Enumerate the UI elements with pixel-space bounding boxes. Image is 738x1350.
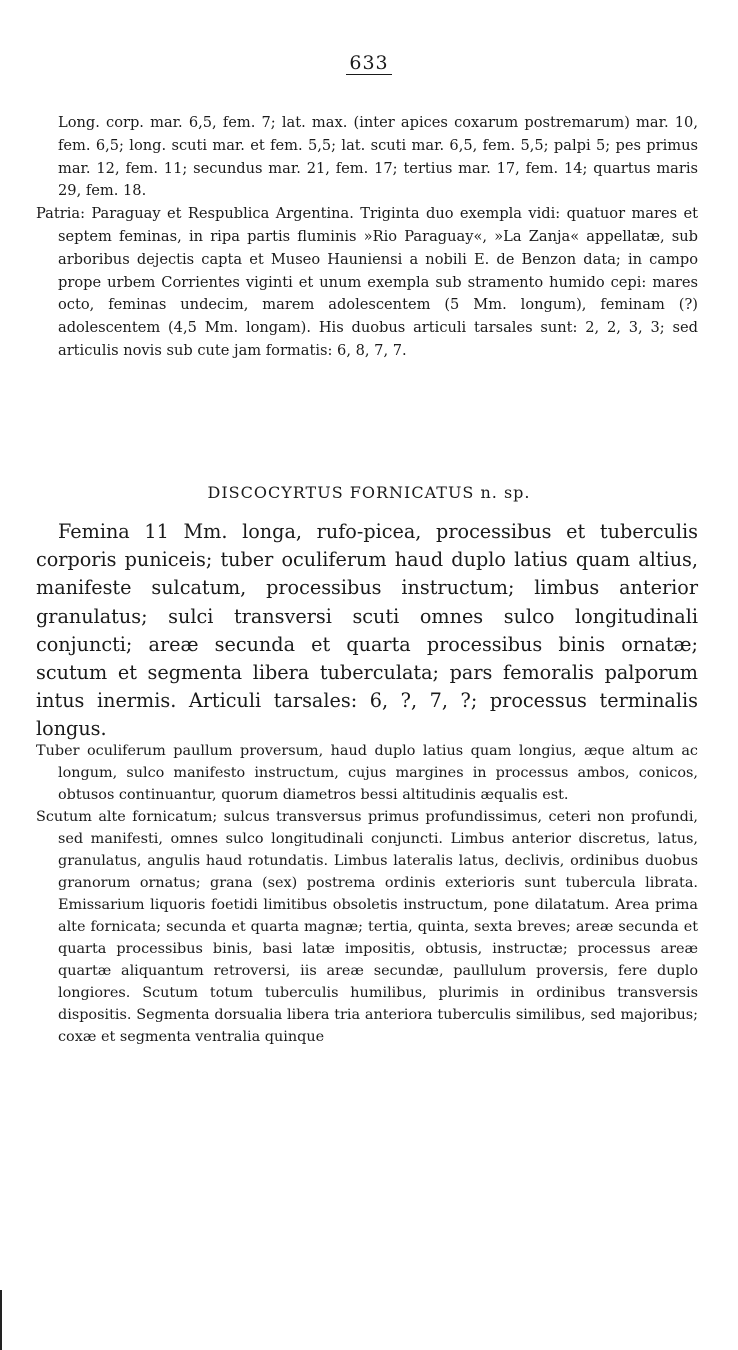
measurements-paragraph: Long. corp. mar. 6,5, fem. 7; lat. max. (inter apices coxarum postremarum) mar. 10, fem. 6,5; long. scuti mar. et fem. 5,5; lat. scuti mar. 6,5, fem. 5,5; palpi 5; pes primus mar. 12, fem. 11; secundus mar. 21, fem. 17; tertius mar. 17, fem. 14; quartus maris 29, fem. 18. <box>58 114 698 200</box>
page-edge-mark <box>0 1290 2 1350</box>
diagnosis-section <box>36 518 698 744</box>
page-number: 633 <box>0 52 738 74</box>
species-heading: DISCOCYRTUS FORNICATUS n. sp. <box>207 483 531 502</box>
scutum-paragraph: Scutum alte fornicatum; sulcus transversus primus profundissimus, ceteri non profundi, sed manifesti, omnes sulco longitudinali conjuncti. Limbus anterior discretus, latus, granulatus, angulis haud rotundatis. Limbus lateralis latus, declivis, ordinibus duobus granorum ornatus; grana (sex) postrema ordinis exterioris sunt tubercula librata. Emissarium liquoris foetidi limitibus obsoletis instructum, pone dilatatum. Area prima alte fornicata; secunda et quarta magnæ; tertia, quinta, sexta breves; areæ secunda et quarta processibus binis, basi latæ impositis, obtusis, instructæ; processus areæ quartæ aliquantum retroversi, iis areæ secundæ, paullulum proversis, fere duplo longiores. Scutum totum tuberculis humilibus, plurimis in ordinibus transversis dispositis. Segmenta dorsualia libera tria anteriora tuberculis similibus, sed majoribus; coxæ et segmenta ventralia quinque <box>36 809 698 1045</box>
description-section <box>36 740 698 1048</box>
tuber-paragraph: Tuber oculiferum paullum proversum, haud duplo latius quam longius, æque altum ac longum, sulco manifesto instructum, cujus margines in processus ambos, conicos, obtusos continuantur, quorum diametros bessi altitudinis æqualis est. <box>36 743 698 803</box>
diagnosis-paragraph: Femina 11 Mm. longa, rufo-picea, processibus et tuberculis corporis puniceis; tuber oculiferum haud duplo latius quam altius, manifeste sulcatum, processibus instructum; limbus anterior granulatus; sulci transversi scuti omnes sulco longitudinali conjuncti; areæ secunda et quarta processibus binis ornatæ; scutum et segmenta libera tuberculata; pars femoralis palporum intus inermis. Articuli tarsales: 6, ?, 7, ?; processus terminalis longus. <box>36 520 698 741</box>
measurements-section <box>36 112 698 363</box>
patria-paragraph: Patria: Paraguay et Respublica Argentina. Triginta duo exempla vidi: quatuor mares et septem feminas, in ripa partis fluminis »Rio Paraguay«, »La Zanja« appellatæ, sub arboribus dejectis capta et Museo Hauniensi a nobili E. de Benzon data; in campo prope urbem Corrientes viginti et unum exempla sub stramento humido cepi: mares octo, feminas undecim, marem adolescentem (5 Mm. longum), feminam (?) adolescentem (4,5 Mm. longam). His duobus articuli tarsales sunt: 2, 2, 3, 3; sed articulis novis sub cute jam formatis: 6, 8, 7, 7. <box>36 205 698 359</box>
